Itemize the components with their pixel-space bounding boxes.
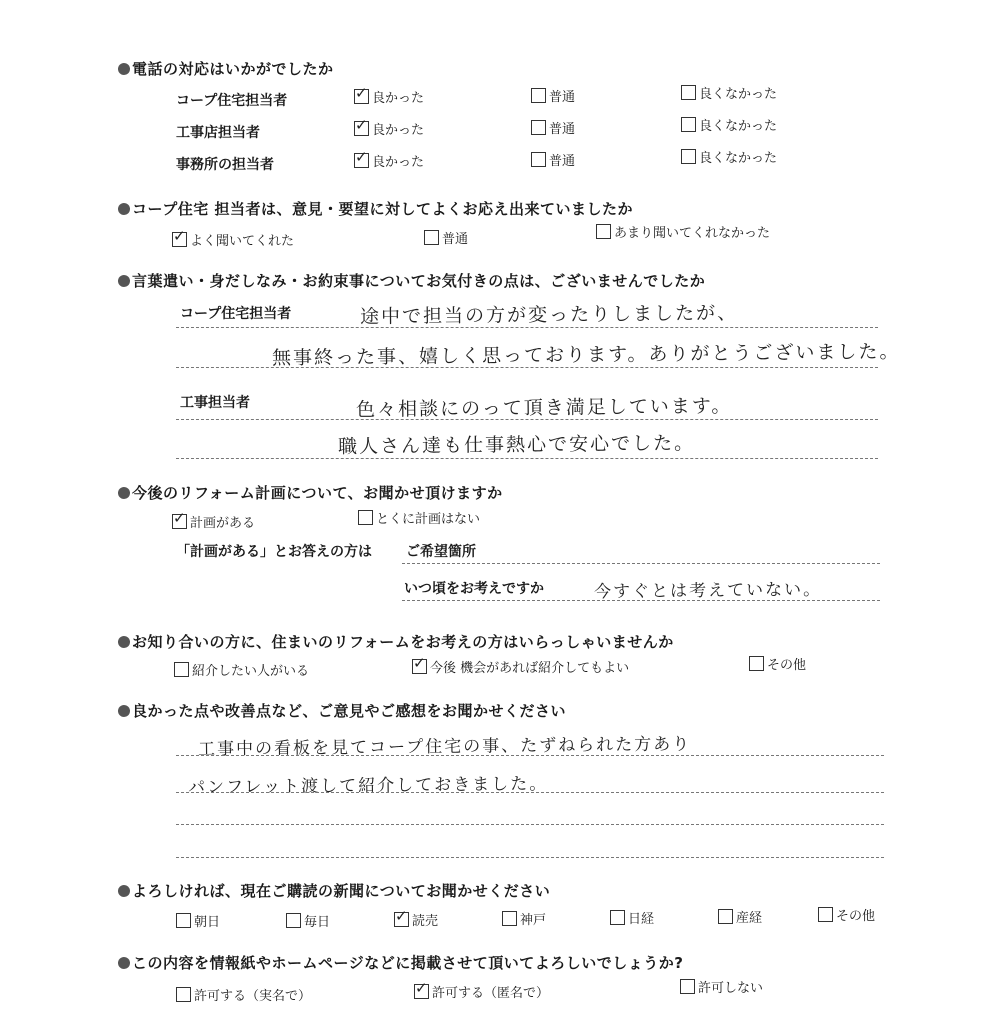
q3-kouji-comment-line2: 職人さん達も仕事熱心で安心でした。: [337, 432, 696, 458]
checkbox[interactable]: [681, 117, 696, 132]
q1-row2-option-bad[interactable]: 良くなかった: [681, 115, 777, 134]
q8-option-allow-real-name[interactable]: 許可する（実名で）: [176, 985, 311, 1004]
writing-line: [176, 419, 878, 420]
bullet-icon: [118, 705, 130, 717]
q5-option-want-to-introduce[interactable]: 紹介したい人がいる: [174, 660, 309, 679]
q5-option-other[interactable]: その他: [749, 654, 806, 673]
bullet-icon: [118, 63, 130, 75]
q4-location-label: ご希望箇所: [406, 544, 476, 560]
q1-row1-option-good[interactable]: ✓ 良かった: [355, 84, 425, 106]
q1-row1-option-normal[interactable]: 普通: [531, 86, 575, 105]
checkbox[interactable]: [176, 913, 191, 928]
check-icon: ✓: [355, 148, 368, 166]
check-icon: ✓: [173, 227, 186, 245]
q7-option-yomiuri[interactable]: ✓ 読売: [395, 907, 439, 929]
q2-title: コープ住宅 担当者は、意見・要望に対してよくお応え出来ていましたか: [118, 198, 633, 219]
writing-line: [176, 857, 884, 858]
q4-option-planned[interactable]: ✓ 計画がある: [173, 509, 256, 531]
q8-option-allow-anonymous[interactable]: ✓ 許可する（匿名で）: [415, 979, 550, 1001]
bullet-icon: [118, 487, 130, 499]
q1-row-label: コープ住宅担当者: [176, 93, 288, 109]
q6-title: 良かった点や改善点など、ご意見やご感想をお聞かせください: [118, 700, 566, 721]
checkbox[interactable]: [749, 656, 764, 671]
checkbox[interactable]: [424, 230, 439, 245]
checkbox-checked[interactable]: [172, 227, 187, 247]
q7-title: よろしければ、現在ご購読の新聞についてお聞かせください: [118, 880, 550, 901]
check-icon: ✓: [355, 116, 368, 134]
checkbox[interactable]: [176, 987, 191, 1002]
q7-option-other[interactable]: その他: [818, 905, 875, 924]
q1-row-label: 事務所の担当者: [176, 157, 274, 173]
bullet-icon: [118, 636, 130, 648]
checkbox-checked[interactable]: [394, 907, 409, 927]
checkbox[interactable]: [531, 120, 546, 135]
q1-row1-option-bad[interactable]: 良くなかった: [681, 83, 777, 102]
q1-title: 電話の対応はいかがでしたか: [118, 58, 334, 79]
q3-kouji-comment-line1: 色々相談にのって頂き満足しています。: [355, 395, 733, 421]
checkbox[interactable]: [718, 909, 733, 924]
checkbox-checked[interactable]: [414, 979, 429, 999]
checkbox[interactable]: [358, 510, 373, 525]
checkbox-checked[interactable]: [354, 84, 369, 104]
q2-option-listened[interactable]: ✓ よく聞いてくれた: [173, 227, 295, 249]
q8-option-not-allow[interactable]: 許可しない: [680, 977, 763, 996]
writing-line: [176, 458, 878, 459]
check-icon: ✓: [355, 84, 368, 102]
checkbox[interactable]: [610, 910, 625, 925]
q7-option-sankei[interactable]: 産経: [718, 907, 762, 926]
q4-followup-label: 「計画がある」とお答えの方は: [176, 544, 372, 560]
writing-line: [402, 563, 880, 564]
q5-title: お知り合いの方に、住まいのリフォームをお考えの方はいらっしゃいませんか: [118, 631, 674, 652]
writing-line: [176, 792, 884, 793]
q7-option-asahi[interactable]: 朝日: [176, 911, 220, 930]
q5-option-maybe-later[interactable]: ✓ 今後 機会があれば紹介してもよい: [413, 654, 630, 676]
checkbox-checked[interactable]: [354, 116, 369, 136]
q1-row3-option-normal[interactable]: 普通: [531, 150, 575, 169]
checkbox[interactable]: [502, 911, 517, 926]
checkbox-checked[interactable]: [354, 148, 369, 168]
q1-row3-option-good[interactable]: ✓ 良かった: [355, 148, 425, 170]
checkbox[interactable]: [531, 88, 546, 103]
bullet-icon: [118, 203, 130, 215]
q6-comment-line1: 工事中の看板を見てコープ住宅の事、たずねられた方あり: [197, 734, 692, 760]
q1-row3-option-bad[interactable]: 良くなかった: [681, 147, 777, 166]
q8-title: この内容を情報紙やホームページなどに掲載させて頂いてよろしいでしょうか?: [118, 952, 683, 973]
check-icon: ✓: [415, 979, 428, 997]
q4-title: 今後のリフォーム計画について、お聞かせ頂けますか: [118, 482, 503, 503]
bullet-icon: [118, 275, 130, 287]
q7-option-nikkei[interactable]: 日経: [610, 908, 654, 927]
q7-option-kobe[interactable]: 神戸: [502, 909, 546, 928]
q3-coop-comment-line2: 無事終った事、嬉しく思っております。ありがとうございました。: [271, 340, 901, 370]
q1-row-label: 工事店担当者: [176, 125, 260, 141]
writing-line: [402, 600, 880, 601]
checkbox[interactable]: [531, 152, 546, 167]
q3-coop-label: コープ住宅担当者: [180, 306, 292, 322]
q2-option-not-listened[interactable]: あまり聞いてくれなかった: [596, 222, 770, 241]
checkbox[interactable]: [681, 85, 696, 100]
bullet-icon: [118, 885, 130, 897]
q4-when-value[interactable]: 今すぐとは考えていない。: [593, 579, 823, 603]
q1-row2-option-normal[interactable]: 普通: [531, 118, 575, 137]
q4-option-no-plan[interactable]: とくに計画はない: [358, 508, 480, 527]
checkbox[interactable]: [818, 907, 833, 922]
q3-title: 言葉遣い・身だしなみ・お約束事についてお気付きの点は、ございませんでしたか: [118, 270, 705, 291]
checkbox[interactable]: [681, 149, 696, 164]
q1-row2-option-good[interactable]: ✓ 良かった: [355, 116, 425, 138]
q6-comment-line2: パンフレット渡して紹介しておきました。: [187, 774, 549, 798]
check-icon: ✓: [395, 907, 408, 925]
q3-kouji-label: 工事担当者: [180, 395, 250, 411]
checkbox-checked[interactable]: [172, 509, 187, 529]
q7-option-mainichi[interactable]: 毎日: [286, 911, 330, 930]
check-icon: ✓: [173, 509, 186, 527]
checkbox[interactable]: [596, 224, 611, 239]
writing-line: [176, 824, 884, 825]
bullet-icon: [118, 957, 130, 969]
checkbox[interactable]: [680, 979, 695, 994]
checkbox-checked[interactable]: [412, 654, 427, 674]
checkbox[interactable]: [286, 913, 301, 928]
q2-option-normal[interactable]: 普通: [424, 228, 468, 247]
q4-when-label: いつ頃をお考えですか: [404, 581, 544, 597]
writing-line: [176, 367, 878, 368]
q3-coop-comment-line1: 途中で担当の方が変ったりしましたが、: [359, 302, 739, 328]
writing-line: [176, 755, 884, 756]
writing-line: [176, 327, 878, 328]
checkbox[interactable]: [174, 662, 189, 677]
check-icon: ✓: [413, 654, 426, 672]
